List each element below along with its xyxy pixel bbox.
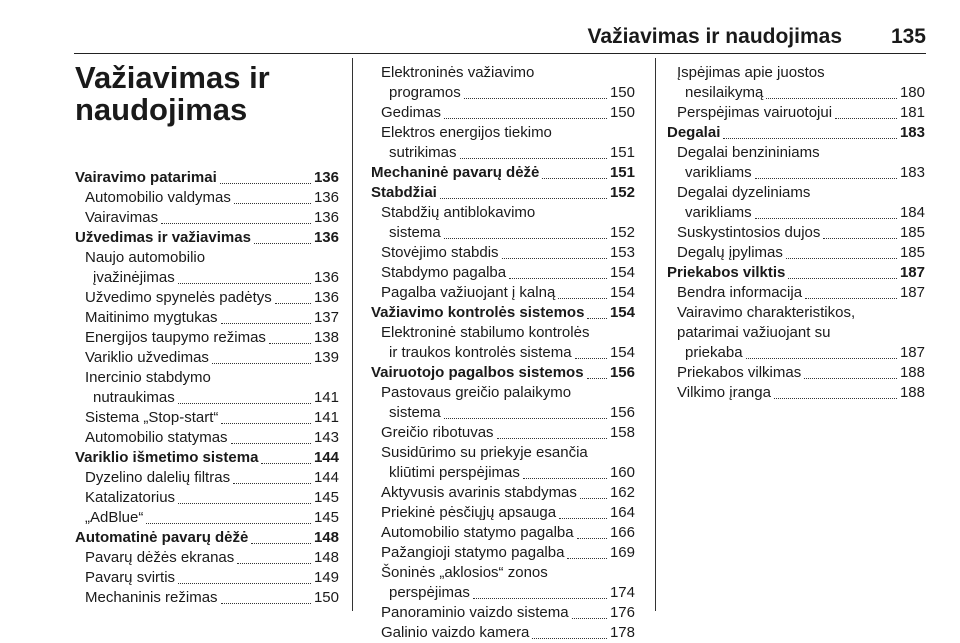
toc-entry[interactable]: [75, 288, 339, 308]
toc-page-number: 164: [609, 504, 635, 521]
toc-page-number: 139: [313, 349, 339, 366]
toc-entry-text-line: Šoninės „aklosios“ zonos: [381, 564, 548, 581]
toc-entry-title: sistema: [389, 224, 441, 241]
toc-entry-row: [371, 603, 635, 623]
toc-entry-title: sutrikimas: [389, 144, 457, 161]
toc-entry[interactable]: [371, 243, 635, 263]
toc-entry-title: Užvedimo spynelės padėtys: [85, 289, 272, 306]
toc-entry-row: [371, 523, 635, 543]
dot-leader: [835, 118, 897, 119]
toc-section-entry[interactable]: [75, 168, 339, 188]
toc-page-number: 141: [313, 409, 339, 426]
toc-page-number: 136: [313, 229, 339, 246]
toc-page-number: 136: [313, 209, 339, 226]
dot-leader: [178, 403, 311, 404]
toc-section-entry[interactable]: [371, 163, 635, 183]
toc-entry-row: [371, 283, 635, 303]
toc-entry-title: Variklio užvedimas: [85, 349, 209, 366]
toc-entry-row: [75, 508, 339, 528]
toc-entry-row: [667, 223, 925, 243]
toc-entry[interactable]: [371, 263, 635, 283]
toc-entry-row: [371, 143, 635, 163]
toc-entry-row: [75, 448, 339, 468]
dot-leader: [577, 538, 607, 539]
toc-entry-row: [371, 243, 635, 263]
toc-entry-row: [371, 343, 635, 363]
toc-page-number: 144: [313, 449, 339, 466]
toc-entry[interactable]: [371, 623, 635, 643]
toc-section-entry[interactable]: [371, 303, 635, 323]
toc-page-number: 137: [313, 309, 339, 326]
toc-entry-row: [75, 388, 339, 408]
dot-leader: [532, 638, 607, 639]
toc-entry[interactable]: [667, 183, 925, 223]
toc-entry[interactable]: [75, 348, 339, 368]
toc-entry-title: Pažangioji statymo pagalba: [381, 544, 565, 561]
toc-page-number: 187: [899, 344, 925, 361]
toc-page-number: 151: [609, 164, 635, 181]
toc-entry-row: [75, 288, 339, 308]
toc-entry-row: [667, 243, 925, 263]
toc-entry-text-line: patarimai važiuojant su: [677, 324, 831, 341]
toc-entry[interactable]: [667, 223, 925, 243]
dot-leader: [755, 178, 897, 179]
toc-page-number: 143: [313, 429, 339, 446]
toc-entry[interactable]: [371, 123, 635, 163]
toc-page-number: 162: [609, 484, 635, 501]
toc-section-entry[interactable]: [75, 528, 339, 548]
toc-entry-title: Automatinė pavarų dėžė: [75, 529, 249, 546]
toc-entry-row: [667, 83, 925, 103]
toc-entry[interactable]: [75, 588, 339, 608]
dot-leader: [460, 158, 607, 159]
toc-page-number: 160: [609, 464, 635, 481]
toc-page-number: 136: [313, 289, 339, 306]
dot-leader: [746, 358, 897, 359]
toc-entry-title: „AdBlue“: [85, 509, 144, 526]
dot-leader: [444, 418, 607, 419]
toc-entry-text-line: Vairavimo charakteristikos,: [677, 304, 856, 321]
toc-entry[interactable]: [75, 408, 339, 428]
toc-entry[interactable]: [667, 303, 925, 363]
toc-entry[interactable]: [371, 523, 635, 543]
toc-entry-title: Galinio vaizdo kamera: [381, 624, 530, 641]
toc-page-number: 144: [313, 469, 339, 486]
toc-entry-title: Pavarų dėžės ekranas: [85, 549, 235, 566]
toc-page-number: 141: [313, 389, 339, 406]
dot-leader: [212, 363, 311, 364]
toc-entry-row: [667, 203, 925, 223]
toc-entry-row: [371, 263, 635, 283]
toc-entry[interactable]: [75, 468, 339, 488]
toc-entry[interactable]: [371, 103, 635, 123]
toc-entry-title: Mechaninė pavarų dėžė: [371, 164, 540, 181]
toc-entry-row: [371, 503, 635, 523]
toc-column-3: [667, 63, 925, 403]
toc-entry[interactable]: [371, 63, 635, 103]
toc-entry-title: Degalai: [667, 124, 721, 141]
toc-entry-title: Pagalba važiuojant į kalną: [381, 284, 556, 301]
toc-entry[interactable]: [667, 243, 925, 263]
toc-entry-title: nutraukimas: [93, 389, 175, 406]
toc-entry-title: Užvedimas ir važiavimas: [75, 229, 251, 246]
toc-page-number: 148: [313, 549, 339, 566]
toc-page-number: 145: [313, 509, 339, 526]
toc-entry-title: kliūtimi perspėjimas: [389, 464, 520, 481]
toc-entry-title: Važiavimo kontrolės sistemos: [371, 304, 585, 321]
dot-leader: [558, 298, 607, 299]
toc-entry-row: [667, 103, 925, 123]
dot-leader: [572, 618, 607, 619]
toc-section-entry[interactable]: [667, 263, 925, 283]
toc-entry-row: [371, 463, 635, 483]
dot-leader: [788, 278, 897, 279]
dot-leader: [473, 598, 607, 599]
toc-entry[interactable]: [667, 383, 925, 403]
toc-entry-title: Greičio ribotuvas: [381, 424, 494, 441]
toc-entry-row: [371, 163, 635, 183]
toc-entry[interactable]: [667, 283, 925, 303]
header-rule: [74, 53, 926, 54]
dot-leader: [755, 218, 897, 219]
toc-entry-title: Priekinė pėsčiųjų apsauga: [381, 504, 557, 521]
dot-leader: [161, 223, 311, 224]
toc-page-number: 187: [899, 264, 925, 281]
toc-entry-row: [75, 548, 339, 568]
toc-entry-row: [371, 483, 635, 503]
toc-page-number: 145: [313, 489, 339, 506]
toc-entry-row: [667, 383, 925, 403]
dot-leader: [254, 243, 311, 244]
toc-page-number: 148: [313, 529, 339, 546]
toc-entry-title: varikliams: [685, 164, 752, 181]
dot-leader: [178, 583, 311, 584]
column-divider: [655, 58, 656, 611]
toc-entry-row: [371, 403, 635, 423]
dot-leader: [234, 203, 311, 204]
toc-entry-row: [667, 123, 925, 143]
dot-leader: [805, 298, 897, 299]
toc-entry-row: [371, 223, 635, 243]
toc-entry-text-line: Elektroninė stabilumo kontrolės: [381, 324, 590, 341]
toc-entry-title: sistema: [389, 404, 441, 421]
dot-leader: [786, 258, 897, 259]
toc-page-number: 153: [609, 244, 635, 261]
toc-page-number: 188: [899, 364, 925, 381]
toc-entry[interactable]: [75, 188, 339, 208]
toc-section-entry[interactable]: [371, 183, 635, 203]
toc-entry-title: Suskystintosios dujos: [677, 224, 821, 241]
toc-entry[interactable]: [75, 568, 339, 588]
toc-entry-text-line: Elektros energijos tiekimo: [381, 124, 552, 141]
dot-leader: [502, 258, 607, 259]
toc-page-number: 156: [609, 404, 635, 421]
toc-entry-title: Vilkimo įranga: [677, 384, 771, 401]
toc-page-number: 152: [609, 184, 635, 201]
dot-leader: [587, 378, 607, 379]
dot-leader: [804, 378, 897, 379]
toc-entry-title: Automobilio statymo pagalba: [381, 524, 574, 541]
toc-section-entry[interactable]: [75, 448, 339, 468]
dot-leader: [444, 238, 607, 239]
toc-entry[interactable]: [667, 363, 925, 383]
toc-page-number: 176: [609, 604, 635, 621]
toc-entry-title: Vairavimo patarimai: [75, 169, 217, 186]
dot-leader: [251, 543, 311, 544]
chapter-title: Važiavimas ir naudojimas: [75, 60, 270, 127]
toc-entry-title: Priekabos vilktis: [667, 264, 786, 281]
toc-entry-row: [667, 363, 925, 383]
dot-leader: [766, 98, 897, 99]
toc-entry-title: Stovėjimo stabdis: [381, 244, 499, 261]
toc-entry-row: [75, 428, 339, 448]
toc-entry-row: [75, 208, 339, 228]
toc-entry-title: Variklio išmetimo sistema: [75, 449, 259, 466]
toc-entry-row: [75, 348, 339, 368]
toc-page-number: 150: [313, 589, 339, 606]
toc-entry[interactable]: [371, 203, 635, 243]
toc-entry-title: programos: [389, 84, 461, 101]
toc-entry-row: [75, 168, 339, 188]
toc-entry-text-line: Naujo automobilio: [85, 249, 206, 266]
toc-entry[interactable]: [371, 563, 635, 603]
toc-column-2: [371, 63, 635, 643]
toc-entry-title: priekaba: [685, 344, 743, 361]
dot-leader: [221, 323, 311, 324]
toc-entry-text-line: Susidūrimo su priekyje esančia: [381, 444, 588, 461]
toc-page-number: 152: [609, 224, 635, 241]
page-header: [0, 0, 960, 52]
dot-leader: [542, 178, 607, 179]
dot-leader: [178, 283, 311, 284]
toc-entry-title: Gedimas: [381, 104, 442, 121]
toc-page-number: 166: [609, 524, 635, 541]
toc-entry[interactable]: [75, 308, 339, 328]
toc-page-number: 185: [899, 244, 925, 261]
toc-entry[interactable]: [75, 548, 339, 568]
toc-entry-row: [371, 103, 635, 123]
dot-leader: [233, 483, 311, 484]
dot-leader: [774, 398, 897, 399]
toc-entry-row: [75, 408, 339, 428]
toc-entry-row: [371, 543, 635, 563]
toc-page-number: 181: [899, 104, 925, 121]
dot-leader: [575, 358, 607, 359]
dot-leader: [580, 498, 607, 499]
toc-entry-text-line: Elektroninės važiavimo: [381, 64, 535, 81]
dot-leader: [823, 238, 897, 239]
toc-page-number: 169: [609, 544, 635, 561]
toc-entry-title: Automobilio statymas: [85, 429, 228, 446]
toc-entry[interactable]: [371, 603, 635, 623]
toc-entry-title: ir traukos kontrolės sistema: [389, 344, 572, 361]
toc-entry-title: Vairavimas: [85, 209, 159, 226]
toc-entry[interactable]: [371, 423, 635, 443]
toc-entry[interactable]: [371, 323, 635, 363]
toc-entry[interactable]: [75, 368, 339, 408]
dot-leader: [497, 438, 607, 439]
toc-entry-row: [75, 228, 339, 248]
toc-entry[interactable]: [667, 143, 925, 183]
dot-leader: [146, 523, 311, 524]
toc-entry-title: Stabdžiai: [371, 184, 437, 201]
toc-entry[interactable]: [667, 103, 925, 123]
toc-page-number: 138: [313, 329, 339, 346]
toc-entry[interactable]: [75, 428, 339, 448]
toc-section-entry[interactable]: [371, 363, 635, 383]
toc-entry-row: [371, 83, 635, 103]
toc-entry-title: Energijos taupymo režimas: [85, 329, 266, 346]
toc-entry[interactable]: [371, 543, 635, 563]
dot-leader: [220, 183, 311, 184]
toc-entry-row: [371, 183, 635, 203]
toc-entry-title: Perspėjimas vairuotojui: [677, 104, 833, 121]
toc-entry-title: Sistema „Stop-start“: [85, 409, 219, 426]
toc-entry[interactable]: [371, 443, 635, 483]
toc-entry[interactable]: [371, 383, 635, 423]
toc-entry[interactable]: [371, 503, 635, 523]
toc-entry-row: [75, 268, 339, 288]
toc-page-number: 185: [899, 224, 925, 241]
dot-leader: [440, 198, 607, 199]
toc-entry-text-line: Degalai dyzeliniams: [677, 184, 811, 201]
toc-page-number: 154: [609, 264, 635, 281]
toc-entry-row: [371, 623, 635, 643]
toc-entry-title: Degalų įpylimas: [677, 244, 783, 261]
toc-page-number: 158: [609, 424, 635, 441]
toc-entry-title: Aktyvusis avarinis stabdymas: [381, 484, 577, 501]
toc-page-number: 174: [609, 584, 635, 601]
toc-entry-title: Panoraminio vaizdo sistema: [381, 604, 569, 621]
running-title: Važiavimas ir naudojimas: [587, 25, 842, 48]
toc-entry-title: Maitinimo mygtukas: [85, 309, 218, 326]
toc-entry-row: [667, 343, 925, 363]
toc-entry-row: [371, 363, 635, 383]
toc-entry-row: [667, 283, 925, 303]
toc-entry-row: [75, 468, 339, 488]
page-number: 135: [890, 25, 926, 48]
dot-leader: [587, 318, 607, 319]
toc-column-1: [75, 168, 339, 608]
toc-page-number: 154: [609, 304, 635, 321]
toc-page-number: 151: [609, 144, 635, 161]
toc-entry-title: Stabdymo pagalba: [381, 264, 507, 281]
dot-leader: [464, 98, 607, 99]
toc-entry[interactable]: [371, 283, 635, 303]
toc-entry-title: Priekabos vilkimas: [677, 364, 802, 381]
toc-entry-title: Pavarų svirtis: [85, 569, 176, 586]
toc-page-number: 154: [609, 344, 635, 361]
toc-entry-title: varikliams: [685, 204, 752, 221]
dot-leader: [221, 423, 311, 424]
dot-leader: [567, 558, 607, 559]
toc-entry-row: [371, 583, 635, 603]
toc-entry-title: Dyzelino dalelių filtras: [85, 469, 231, 486]
toc-entry-text-line: Inercinio stabdymo: [85, 369, 211, 386]
toc-entry[interactable]: [75, 508, 339, 528]
toc-entry-row: [75, 188, 339, 208]
dot-leader: [237, 563, 311, 564]
dot-leader: [178, 503, 311, 504]
toc-entry-text-line: Įspėjimas apie juostos: [677, 64, 825, 81]
toc-entry[interactable]: [75, 208, 339, 228]
toc-page-number: 149: [313, 569, 339, 586]
toc-entry-text-line: Degalai benzininiams: [677, 144, 820, 161]
toc-page-number: 156: [609, 364, 635, 381]
toc-entry-row: [75, 308, 339, 328]
toc-entry-row: [667, 263, 925, 283]
toc-page-number: 136: [313, 169, 339, 186]
toc-page-number: 150: [609, 104, 635, 121]
dot-leader: [261, 463, 311, 464]
toc-entry-row: [371, 303, 635, 323]
toc-entry-row: [75, 488, 339, 508]
toc-entry-title: Automobilio valdymas: [85, 189, 231, 206]
toc-entry-title: nesilaikymą: [685, 84, 764, 101]
dot-leader: [723, 138, 897, 139]
toc-entry-text-line: Stabdžių antiblokavimo: [381, 204, 536, 221]
dot-leader: [231, 443, 311, 444]
dot-leader: [559, 518, 607, 519]
toc-entry[interactable]: [75, 248, 339, 288]
toc-page-number: 150: [609, 84, 635, 101]
toc-page-number: 136: [313, 189, 339, 206]
toc-page-number: 187: [899, 284, 925, 301]
toc-entry[interactable]: [667, 63, 925, 103]
toc-section-entry[interactable]: [667, 123, 925, 143]
toc-page-number: 184: [899, 204, 925, 221]
toc-page-number: 154: [609, 284, 635, 301]
dot-leader: [444, 118, 607, 119]
toc-section-entry[interactable]: [75, 228, 339, 248]
toc-entry-title: Vairuotojo pagalbos sistemos: [371, 364, 584, 381]
toc-page-number: 183: [899, 124, 925, 141]
toc-entry-row: [371, 423, 635, 443]
toc-entry-title: įvažinėjimas: [93, 269, 175, 286]
dot-leader: [221, 603, 311, 604]
toc-entry[interactable]: [75, 488, 339, 508]
toc-page-number: 188: [899, 384, 925, 401]
toc-page-number: 178: [609, 624, 635, 641]
dot-leader: [509, 278, 607, 279]
toc-entry-row: [667, 163, 925, 183]
toc-entry-text-line: Pastovaus greičio palaikymo: [381, 384, 572, 401]
toc-entry-title: perspėjimas: [389, 584, 470, 601]
toc-entry-title: Mechaninis režimas: [85, 589, 218, 606]
toc-entry[interactable]: [75, 328, 339, 348]
dot-leader: [275, 303, 311, 304]
dot-leader: [523, 478, 607, 479]
toc-entry-row: [75, 328, 339, 348]
toc-page-number: 183: [899, 164, 925, 181]
toc-entry-row: [75, 568, 339, 588]
toc-entry[interactable]: [371, 483, 635, 503]
toc-entry-row: [75, 528, 339, 548]
toc-entry-title: Bendra informacija: [677, 284, 803, 301]
dot-leader: [269, 343, 311, 344]
toc-entry-row: [75, 588, 339, 608]
toc-page-number: 180: [899, 84, 925, 101]
column-divider: [352, 58, 353, 611]
toc-page-number: 136: [313, 269, 339, 286]
toc-entry-title: Katalizatorius: [85, 489, 176, 506]
